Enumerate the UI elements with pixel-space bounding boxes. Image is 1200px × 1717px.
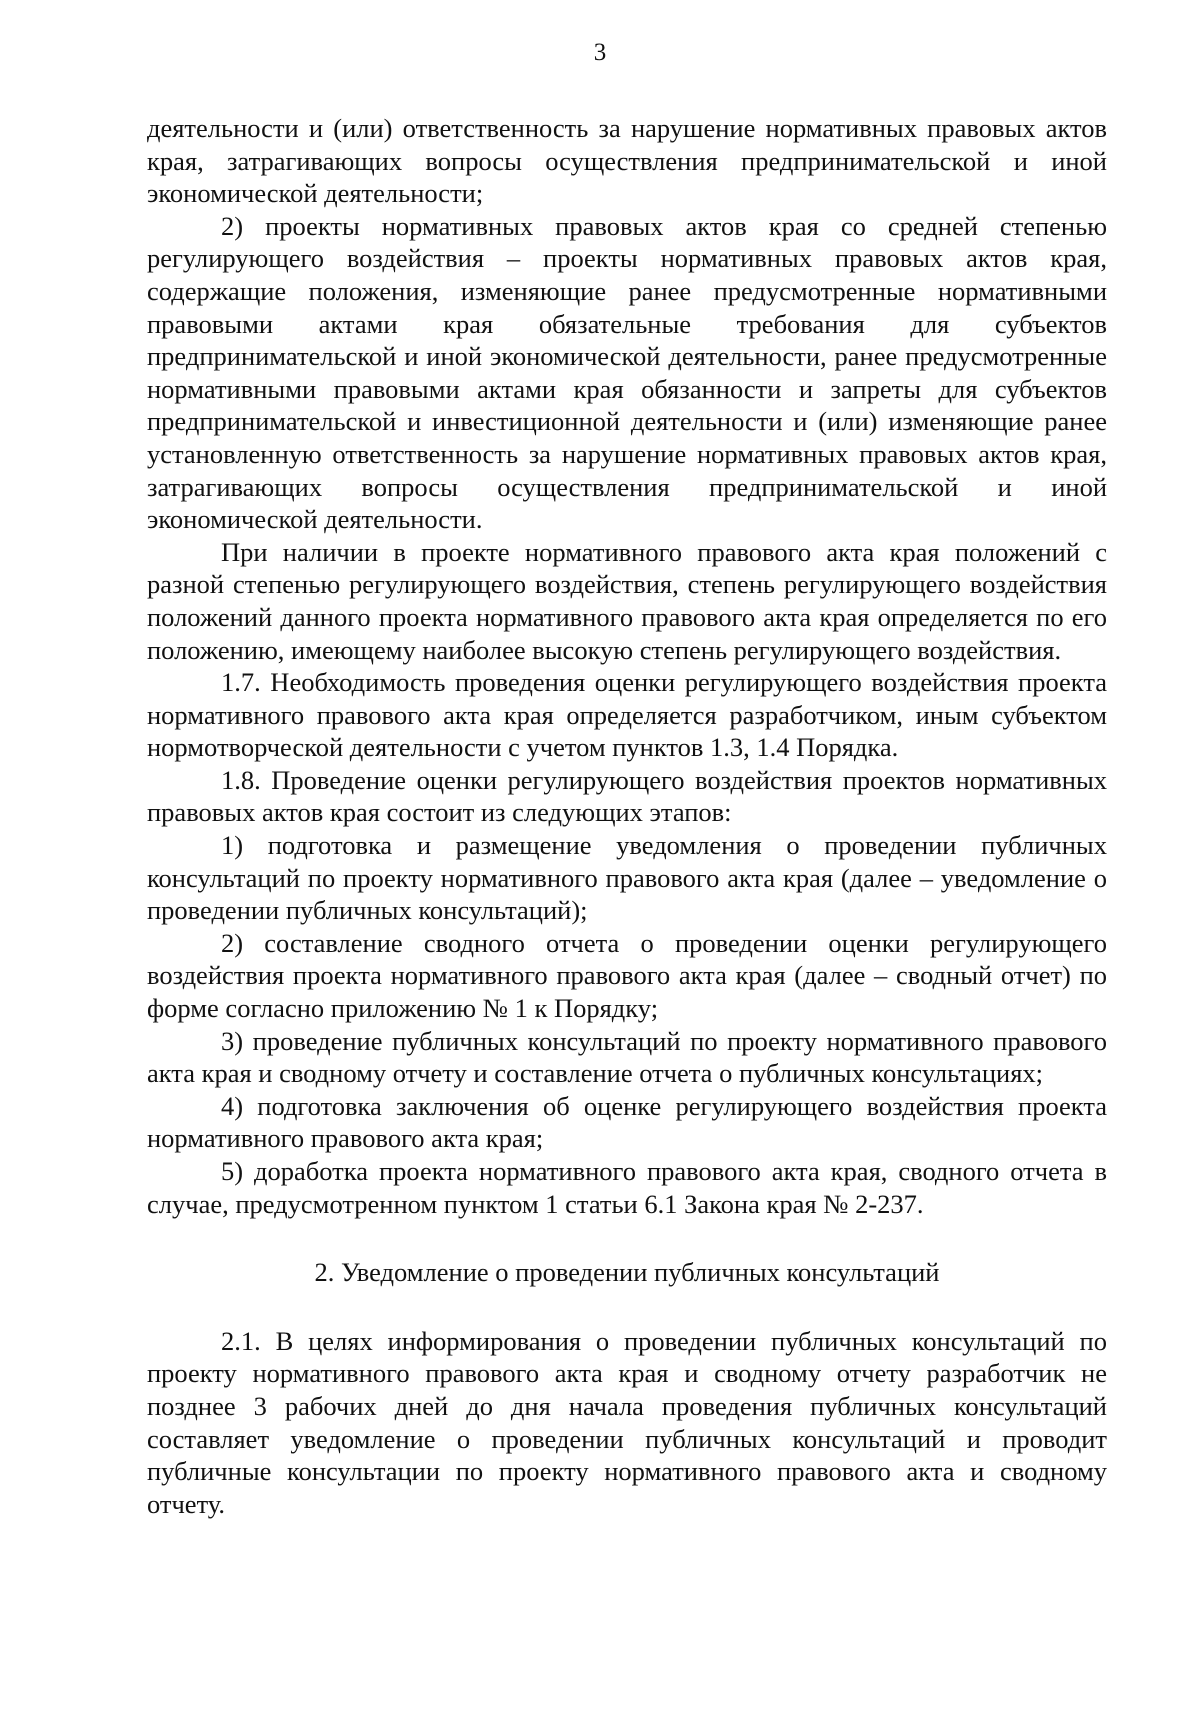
paragraph-item-2-medium-impact: 2) проекты нормативных правовых актов края со средней степенью регулирующего воздействия – проекты нормативных правовых актов края, содержащие положения, изменяющие ранее предусмотренные нормативными правовыми актами края обязательные требования для субъектов предпринимательской и иной экономической деятельности, ранее предусмотренные нормативными правовыми актами края обязанности и запреты для субъектов предпринимательской и инвестиционной деятельности и (или) изменяющие ранее установленную ответственность за нарушение нормативных правовых актов края, затрагивающих вопросы осуществления предпринимательской и иной экономической деятельности. [147,210,1107,535]
paragraph-continuation: деятельности и (или) ответственность за нарушение нормативных правовых актов края, затрагивающих вопросы осуществления предпринимательской и иной экономической деятельности; [147,113,1107,209]
paragraph-1-7: 1.7. Необходимость проведения оценки регулирующего воздействия проекта нормативного правового акта края определяется разработчиком, иным субъектом нормотворческой деятельности с учетом пунктов 1.3, 1.4 Порядка. [147,667,1107,763]
list-item-stage-4: 4) подготовка заключения об оценке регулирующего воздействия проекта нормативного правового акта края; [147,1090,1107,1154]
list-item-stage-3: 3) проведение публичных консультаций по проекту нормативного правового акта края и сводному отчету и составление отчета о публичных консультациях; [147,1025,1107,1089]
page-number: 3 [593,39,607,66]
list-item-stage-1: 1) подготовка и размещение уведомления о проведении публичных консультаций по проекту нормативного правового акта края (далее – уведомление о проведении публичных консультаций); [147,830,1107,926]
section-heading: 2. Уведомление о проведении публичных консультаций [314,1257,940,1288]
paragraph-mixed-impact: При наличии в проекте нормативного правового акта края положений с разной степенью регулирующего воздействия, степень регулирующего воздействия положений данного проекта нормативного правового акта края определяется по его положению, имеющему наиболее высокую степень регулирующего воздействия. [147,536,1107,665]
paragraph-1-8: 1.8. Проведение оценки регулирующего воздействия проектов нормативных правовых актов края состоит из следующих этапов: [147,764,1107,828]
paragraph-2-1: 2.1. В целях информирования о проведении публичных консультаций по проекту нормативного правового акта края и сводному отчету разработчик не позднее 3 рабочих дней до дня начала проведения публичных консультаций составляет уведомление о проведении публичных консультаций и проводит публичные консультации по проекту нормативного правового акта и сводному отчету. [147,1325,1107,1519]
list-item-stage-5: 5) доработка проекта нормативного правового акта края, сводного отчета в случае, предусмотренном пунктом 1 статьи 6.1 Закона края № 2-237. [147,1156,1107,1219]
document-body [147,112,1107,1520]
list-item-stage-2: 2) составление сводного отчета о проведении оценки регулирующего воздействия проекта нормативного правового акта края (далее – сводный отчет) по форме согласно приложению № 1 к Порядку; [147,927,1107,1024]
